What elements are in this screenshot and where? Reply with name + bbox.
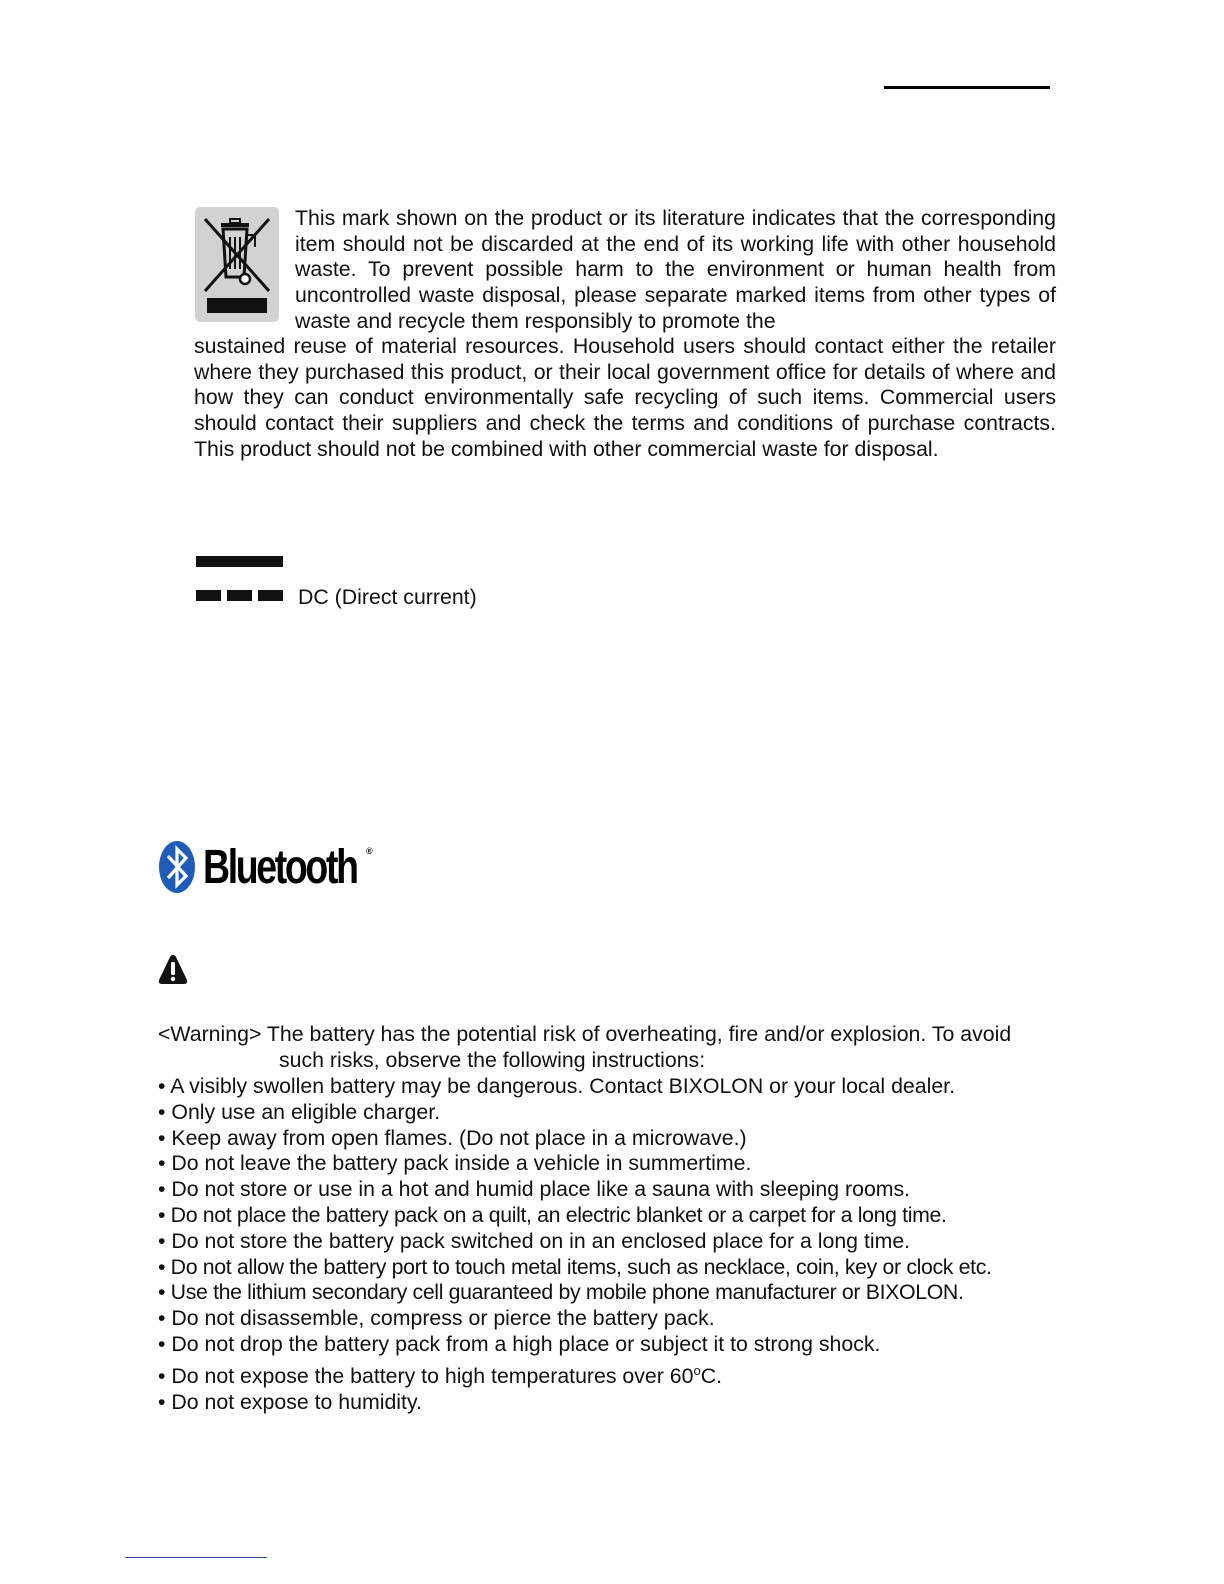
crossed-out-wheelie-bin-icon xyxy=(195,207,279,322)
list-item: • Do not allow the battery port to touch metal items, such as necklace, coin, key or clock etc. xyxy=(158,1254,992,1279)
dc-dash xyxy=(196,590,221,601)
list-item: • Only use an eligible charger. xyxy=(158,1099,441,1124)
list-item: • Use the lithium secondary cell guaranteed by mobile phone manufacturer or BIXOLON. xyxy=(158,1280,964,1305)
warning-second-line: such risks, observe the following instructions: xyxy=(279,1047,706,1072)
dc-label: DC (Direct current) xyxy=(298,585,477,609)
list-item: • Do not expose to humidity. xyxy=(158,1389,422,1414)
battery-precautions-list xyxy=(158,1074,992,1415)
list-item: • Do not leave the battery pack inside a vehicle in summertime. xyxy=(158,1151,752,1176)
weee-paragraph-bottom: sustained reuse of material resources. Household users should contact either the retailer where they purchased this product, or their local government office for details of where and how they can conduct environmentally safe recycling of such items. Commercial users should contact their suppliers and check the terms and conditions of purchase contracts. This product should not be combined with other commercial waste for disposal. xyxy=(194,334,1056,461)
list-item: • A visibly swollen battery may be dangerous. Contact BIXOLON or your local dealer. xyxy=(158,1074,956,1098)
list-item: • Do not store the battery pack switched on in an enclosed place for a long time. xyxy=(158,1228,911,1253)
list-item: • Do not place the battery pack on a quilt, an electric blanket or a carpet for a long time. xyxy=(158,1202,947,1227)
bluetooth-wordmark: Bluetooth xyxy=(203,841,357,894)
temperature-unit: C. xyxy=(700,1363,723,1388)
list-item: • Keep away from open flames. (Do not place in a microwave.) xyxy=(158,1125,747,1150)
footer-link-rule xyxy=(125,1557,267,1558)
list-item: • Do not disassemble, compress or pierce the battery pack. xyxy=(158,1306,715,1331)
header-rule xyxy=(884,86,1050,89)
warning-first-line: <Warning> The battery has the potential risk of overheating, fire and/or explosion. To avoid xyxy=(158,1022,1012,1046)
dc-solid-line xyxy=(196,556,283,567)
warning-triangle-icon xyxy=(158,953,188,985)
list-item: • Do not drop the battery pack from a high place or subject it to strong shock. xyxy=(158,1331,881,1356)
temperature-text: • Do not expose the battery to high temperatures over 60 xyxy=(158,1363,694,1388)
dc-dash xyxy=(258,590,283,601)
weee-paragraph-top: This mark shown on the product or its literature indicates that the corresponding item should not be discarded at the end of its working life with other household waste. To prevent possible harm to the environment or human health from uncontrolled waste disposal, please separate marked items from other types of waste and recycle them responsibly to promote the xyxy=(295,206,1056,333)
bluetooth-rune-icon xyxy=(158,840,196,894)
registered-mark: ® xyxy=(366,846,373,856)
dc-dash xyxy=(227,590,252,601)
warning-intro xyxy=(158,1022,1056,1074)
list-item xyxy=(158,1358,992,1390)
degree-superscript: o xyxy=(693,1362,701,1378)
list-item: • Do not store or use in a hot and humid place like a sauna with sleeping rooms. xyxy=(158,1177,911,1202)
